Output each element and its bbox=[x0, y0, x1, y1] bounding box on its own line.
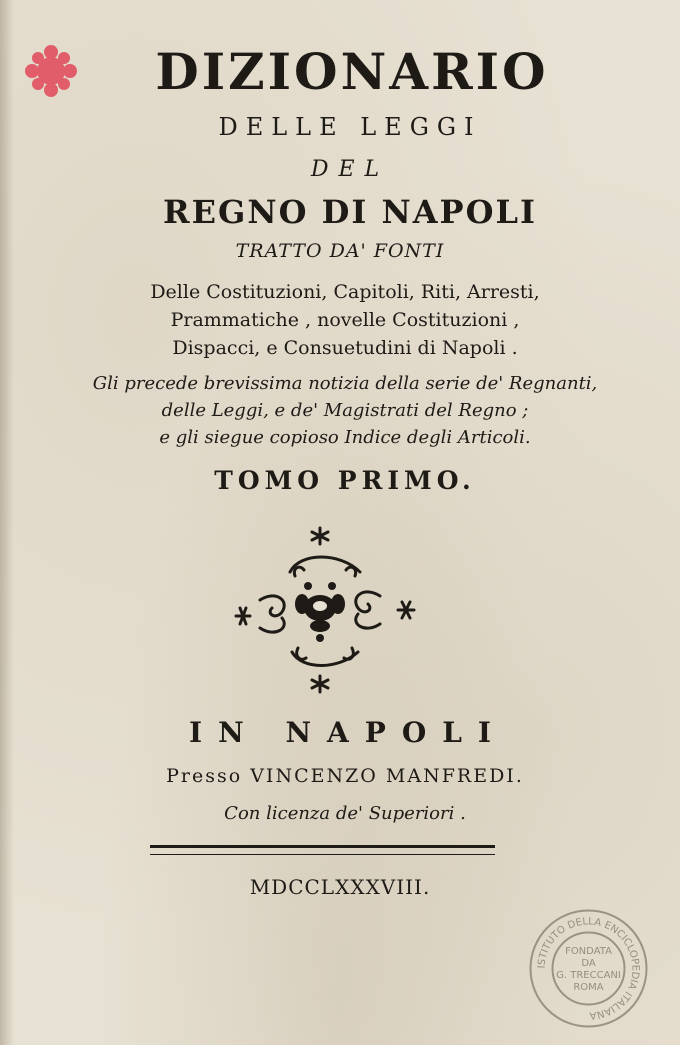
title-line-regno: REGNO DI NAPOLI bbox=[163, 193, 537, 231]
imprint-city: IN NAPOLI bbox=[189, 716, 507, 749]
library-stamp-icon bbox=[526, 906, 651, 1031]
sources-line-1: Delle Costituzioni, Capitoli, Riti, Arresti, bbox=[150, 281, 540, 303]
publication-year: MDCCLXXXVIII. bbox=[249, 875, 431, 899]
note-line-3: e gli siegue copioso Indice degli Articoli. bbox=[159, 427, 531, 448]
sources-line-3: Dispacci, e Consuetudini di Napoli . bbox=[172, 337, 518, 359]
volume-label: TOMO PRIMO. bbox=[214, 466, 476, 495]
svg-text:DA: DA bbox=[581, 958, 596, 969]
svg-text:ISTITUTO DELLA ENCICLOPEDIA IT: ISTITUTO DELLA ENCICLOPEDIA ITALIANA bbox=[536, 916, 641, 1021]
floral-ornament-icon bbox=[220, 520, 430, 700]
svg-text:G. TRECCANI: G. TRECCANI bbox=[556, 970, 621, 981]
title-line-del: DEL bbox=[310, 157, 390, 182]
svg-text:FONDATA: FONDATA bbox=[565, 946, 612, 957]
horizontal-rule bbox=[150, 845, 495, 855]
title-line-tratto: TRATTO DA' FONTI bbox=[235, 240, 445, 262]
sources-line-2: Prammatiche , novelle Costituzioni , bbox=[170, 309, 520, 331]
note-line-1: Gli precede brevissima notizia della serie de' Regnanti, bbox=[92, 373, 598, 394]
book-title: DIZIONARIO bbox=[155, 42, 549, 101]
title-line-delle-leggi: DELLE LEGGI bbox=[218, 113, 482, 141]
imprint-printer: Presso VINCENZO MANFREDI. bbox=[166, 765, 524, 787]
note-line-2: delle Leggi, e de' Magistrati del Regno ; bbox=[161, 400, 529, 421]
imprint-licence: Con licenza de' Superiori . bbox=[224, 803, 466, 824]
svg-text:ROMA: ROMA bbox=[573, 982, 604, 993]
